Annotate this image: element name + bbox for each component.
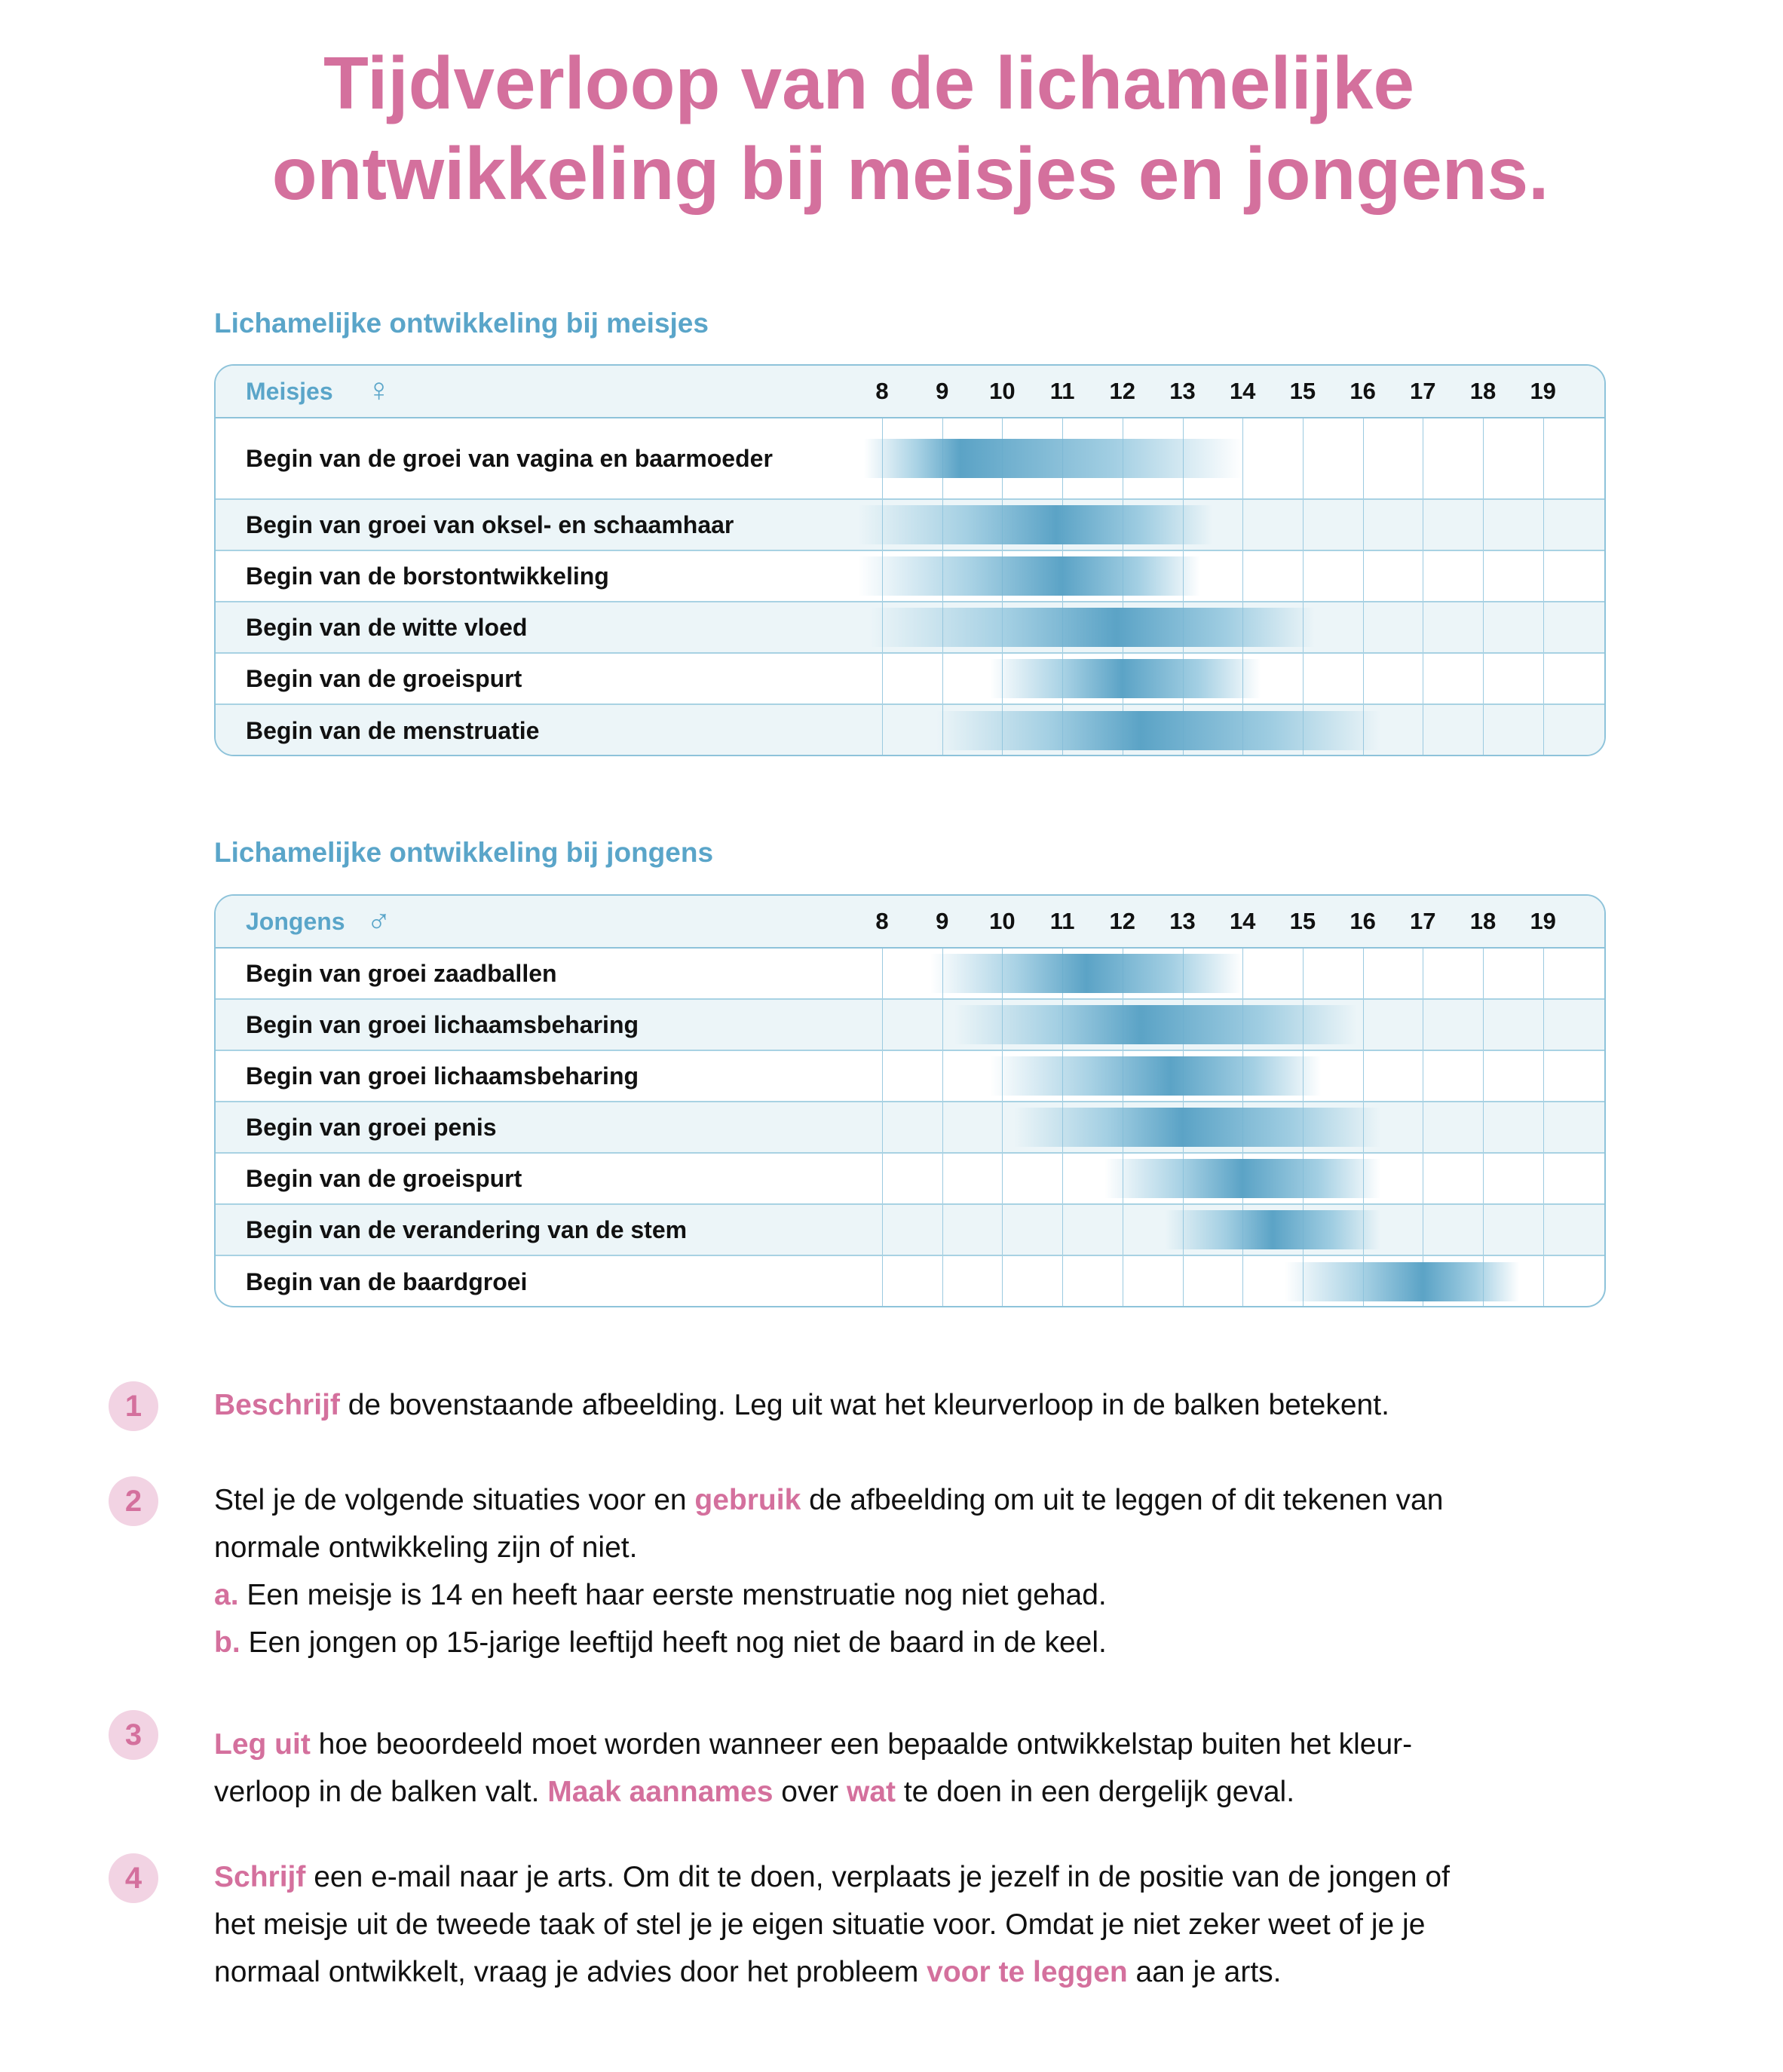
grid-line <box>1483 654 1484 703</box>
grid-line <box>1363 602 1364 652</box>
text-segment: Stel je de volgende situaties voor en <box>214 1484 695 1516</box>
timeline-row <box>216 654 1604 705</box>
grid-line <box>942 654 943 703</box>
text-segment: normaal ontwikkelt, vraag je advies door het probleem <box>214 1956 927 1988</box>
timeline-row <box>216 418 1604 500</box>
emphasis-text: Leg uit <box>214 1728 311 1761</box>
table-header <box>216 896 1604 949</box>
timeline-row <box>216 1154 1604 1205</box>
timeline-row <box>216 705 1604 756</box>
question-line <box>214 1619 1443 1666</box>
text-segment: hoe beoordeeld moet worden wanneer een bepaalde ontwikkelstap buiten het kleur- <box>310 1728 1413 1761</box>
grid-line <box>1483 949 1484 998</box>
timeline-row <box>216 602 1604 654</box>
age-tick-label: 10 <box>989 378 1016 404</box>
grid-line <box>882 1154 883 1203</box>
question-line <box>214 1721 1412 1768</box>
emphasis-text: Schrijf <box>214 1861 306 1893</box>
grid-line <box>1543 1205 1544 1255</box>
grid-line <box>1543 551 1544 601</box>
age-tick-label: 12 <box>1109 378 1136 404</box>
age-tick-label: 18 <box>1469 908 1497 934</box>
age-tick-label: 10 <box>989 908 1016 934</box>
emphasis-text: wat <box>847 1776 896 1808</box>
girls-timeline-table <box>214 364 1606 756</box>
grid-line <box>1242 418 1243 498</box>
age-range-bar <box>858 556 1200 596</box>
question-line <box>214 1901 1450 1948</box>
row-label: Begin van de groeispurt <box>246 665 522 692</box>
age-range-bar <box>864 439 1242 478</box>
grid-line <box>1002 1154 1003 1203</box>
grid-line <box>1543 500 1544 550</box>
row-label: Begin van de groei van vagina en baarmoeder <box>246 445 773 472</box>
row-label: Begin van de groeispurt <box>246 1165 522 1192</box>
grid-line <box>882 1102 883 1152</box>
boys-timeline-table <box>214 894 1606 1307</box>
text-segment: de bovenstaande afbeelding. Leg uit wat het kleurverloop in de balken betekent. <box>339 1389 1389 1421</box>
row-label: Begin van de borstontwikkeling <box>246 562 609 590</box>
page-title <box>0 38 1783 219</box>
question-line <box>214 1571 1443 1619</box>
text-segment: verloop in de balken valt. <box>214 1776 548 1808</box>
grid-line <box>1363 500 1364 550</box>
grid-line <box>1242 1256 1243 1307</box>
question-line <box>214 1524 1443 1571</box>
row-label: Begin van groei zaadballen <box>246 960 557 987</box>
age-tick-label: 9 <box>936 378 949 404</box>
row-label: Begin van groei van oksel- en schaamhaar <box>246 511 734 538</box>
question-number-badge: 1 <box>109 1381 158 1431</box>
grid-line <box>1363 418 1364 498</box>
grid-line <box>1303 418 1304 498</box>
table-header-label: Meisjes <box>246 378 333 405</box>
grid-line <box>1483 1051 1484 1101</box>
row-label: Begin van de verandering van de stem <box>246 1216 688 1243</box>
grid-line <box>1483 1205 1484 1255</box>
grid-line <box>1363 551 1364 601</box>
grid-line <box>1483 551 1484 601</box>
grid-line <box>1543 1154 1544 1203</box>
grid-line <box>1543 654 1544 703</box>
grid-line <box>882 705 883 756</box>
timeline-row <box>216 1051 1604 1102</box>
question-text <box>214 1721 1412 1816</box>
grid-line <box>1242 551 1243 601</box>
age-tick-label: 15 <box>1289 908 1316 934</box>
grid-line <box>1002 1205 1003 1255</box>
timeline-row <box>216 1102 1604 1154</box>
boys-section-heading: Lichamelijke ontwikkeling bij jongens <box>214 837 714 868</box>
grid-line <box>1483 1000 1484 1050</box>
text-segment: normale ontwikkeling zijn of niet. <box>214 1531 638 1564</box>
grid-line <box>1363 949 1364 998</box>
text-segment: de afbeelding om uit te leggen of dit tekenen van <box>801 1484 1444 1516</box>
age-tick-label: 19 <box>1530 908 1556 934</box>
age-tick-label: 12 <box>1109 908 1136 934</box>
grid-line <box>882 1051 883 1101</box>
age-tick-label: 16 <box>1350 378 1376 404</box>
age-tick-label: 14 <box>1229 378 1256 404</box>
age-tick-label: 14 <box>1229 908 1256 934</box>
grid-line <box>882 949 883 998</box>
grid-line <box>1303 949 1304 998</box>
grid-line <box>1543 705 1544 756</box>
text-segment: een e-mail naar je arts. Om dit te doen, verplaats je jezelf in de positie van de jongen of <box>305 1861 1450 1893</box>
emphasis-text: Beschrijf <box>214 1389 340 1421</box>
grid-line <box>1483 705 1484 756</box>
question-line <box>214 1853 1450 1901</box>
age-tick-label: 11 <box>1049 908 1075 934</box>
emphasis-text: Maak aannames <box>547 1776 774 1808</box>
age-tick-label: 8 <box>875 378 889 404</box>
row-label: Begin van de baardgroei <box>246 1268 528 1295</box>
age-range-bar <box>1104 1159 1381 1198</box>
grid-line <box>1062 1154 1063 1203</box>
timeline-row <box>216 1000 1604 1051</box>
text-segment: Een meisje is 14 en heeft haar eerste menstruatie nog niet gehad. <box>238 1579 1107 1611</box>
question-number-badge: 2 <box>109 1476 158 1526</box>
grid-line <box>1483 418 1484 498</box>
row-label: Begin van groei lichaamsbeharing <box>246 1062 639 1090</box>
female-icon: ♀ <box>366 372 391 409</box>
age-range-bar <box>936 711 1381 750</box>
age-range-bar <box>870 608 1315 647</box>
grid-line <box>942 1256 943 1307</box>
row-label: Begin van groei penis <box>246 1114 497 1141</box>
question-number-badge: 4 <box>109 1853 158 1903</box>
male-icon: ♂ <box>366 902 391 939</box>
grid-line <box>1543 602 1544 652</box>
grid-line <box>1002 1102 1003 1152</box>
question-number-badge: 3 <box>109 1710 158 1760</box>
timeline-row <box>216 1205 1604 1256</box>
timeline-row <box>216 1256 1604 1307</box>
age-tick-label: 19 <box>1530 378 1556 404</box>
table-header <box>216 366 1604 418</box>
question-text <box>214 1476 1443 1666</box>
emphasis-text: a. <box>214 1579 239 1611</box>
question-text <box>214 1381 1389 1429</box>
question-line <box>214 1381 1389 1429</box>
grid-line <box>1543 1102 1544 1152</box>
row-label: Begin van groei lichaamsbeharing <box>246 1011 639 1038</box>
grid-line <box>942 1205 943 1255</box>
table-header-label: Jongens <box>246 908 345 935</box>
age-tick-label: 13 <box>1169 378 1196 404</box>
question-line <box>214 1476 1443 1524</box>
text-segment: over <box>773 1776 847 1808</box>
grid-line <box>942 1154 943 1203</box>
grid-line <box>1543 1000 1544 1050</box>
grid-line <box>1242 500 1243 550</box>
age-range-bar <box>1165 1210 1381 1249</box>
grid-line <box>1543 1051 1544 1101</box>
grid-line <box>1483 500 1484 550</box>
age-range-bar <box>954 1005 1357 1044</box>
grid-line <box>1002 1256 1003 1307</box>
emphasis-text: gebruik <box>694 1484 801 1516</box>
grid-line <box>1303 551 1304 601</box>
question-line <box>214 1948 1450 1996</box>
title-line-1: Tijdverloop van de lichamelijke <box>323 41 1414 124</box>
grid-line <box>1483 1102 1484 1152</box>
age-range-bar <box>1014 1108 1380 1147</box>
timeline-row <box>216 500 1604 551</box>
grid-line <box>1242 949 1243 998</box>
girls-section-heading: Lichamelijke ontwikkeling bij meisjes <box>214 308 709 339</box>
row-label: Begin van de menstruatie <box>246 717 540 744</box>
text-segment: Een jongen op 15-jarige leeftijd heeft nog niet de baard in de keel. <box>240 1626 1107 1659</box>
grid-line <box>1543 418 1544 498</box>
age-tick-label: 11 <box>1049 378 1075 404</box>
text-segment: het meisje uit de tweede taak of stel je je eigen situatie voor. Omdat je niet zeker weet of je je <box>214 1908 1426 1941</box>
age-tick-label: 17 <box>1410 908 1436 934</box>
age-tick-label: 9 <box>936 908 949 934</box>
emphasis-text: voor te leggen <box>927 1956 1128 1988</box>
question-line <box>214 1768 1412 1816</box>
grid-line <box>1543 949 1544 998</box>
age-range-bar <box>990 659 1261 698</box>
emphasis-text: b. <box>214 1626 240 1659</box>
title-line-2: ontwikkeling bij meisjes en jongens. <box>271 132 1549 215</box>
age-range-bar <box>858 505 1212 544</box>
grid-line <box>1363 654 1364 703</box>
age-tick-label: 17 <box>1410 378 1436 404</box>
grid-line <box>942 1102 943 1152</box>
timeline-row <box>216 949 1604 1000</box>
grid-line <box>882 1205 883 1255</box>
age-tick-label: 15 <box>1289 378 1316 404</box>
timeline-row <box>216 551 1604 602</box>
grid-line <box>1363 1051 1364 1101</box>
grid-line <box>1303 500 1304 550</box>
grid-line <box>942 1051 943 1101</box>
age-tick-label: 16 <box>1350 908 1376 934</box>
grid-line <box>1062 1256 1063 1307</box>
grid-line <box>1543 1256 1544 1307</box>
age-range-bar <box>930 954 1242 993</box>
age-tick-label: 18 <box>1469 378 1497 404</box>
question-text <box>214 1853 1450 1996</box>
grid-line <box>882 654 883 703</box>
grid-line <box>882 1256 883 1307</box>
grid-line <box>942 1000 943 1050</box>
grid-line <box>1483 1154 1484 1203</box>
grid-line <box>1483 602 1484 652</box>
grid-line <box>1363 1000 1364 1050</box>
grid-line <box>882 1000 883 1050</box>
age-tick-label: 8 <box>875 908 889 934</box>
age-range-bar <box>990 1056 1320 1096</box>
grid-line <box>1183 1256 1184 1307</box>
text-segment: te doen in een dergelijk geval. <box>896 1776 1295 1808</box>
grid-line <box>1062 1205 1063 1255</box>
age-tick-label: 13 <box>1169 908 1196 934</box>
age-range-bar <box>1285 1262 1519 1301</box>
row-label: Begin van de witte vloed <box>246 614 528 641</box>
grid-line <box>1303 654 1304 703</box>
text-segment: aan je arts. <box>1127 1956 1282 1988</box>
